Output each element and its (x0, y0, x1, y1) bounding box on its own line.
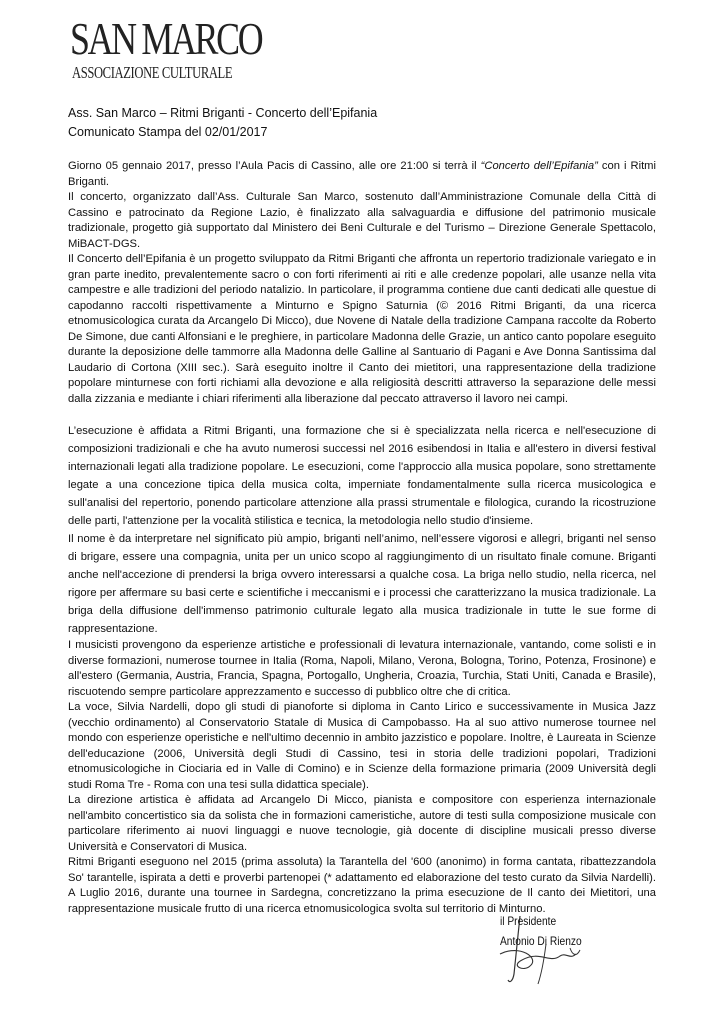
heading-title: Ass. San Marco – Ritmi Briganti - Concerto dell’Epifania (68, 106, 378, 120)
paragraph-4: L’esecuzione è affidata a Ritmi Briganti, una formazione che si è specializzata nella ricerca e nell'esecuzione di composizioni tradizionali e che ha avuto numerosi successi nel 2016 esibendosi in Italia e all'estero in diversi festival internazionali legati alla tradizione popolare. Le esecuzioni, come l'approccio alla musica popolare, sono strettamente legate a una concezione tipica della musica colta, imperniate fondamentalmente sulla ricerca musicologica e sull'analisi del repertorio, ponendo particolare attenzione alla prassi strumentale e filologica, curando la ricostruzione delle parti, l'attenzione per la vocalità stilistica e tecnica, la metodologia nello studio d'insieme. (68, 425, 656, 527)
signature-block (480, 914, 640, 994)
press-release-body (68, 159, 656, 917)
paragraph-1: Giorno 05 gennaio 2017, presso l’Aula Pacis di Cassino, alle ore 21:00 si terrà il “Concerto dell’Epifania” con i Ritmi Briganti. (68, 160, 656, 188)
paragraph-9: Ritmi Briganti eseguono nel 2015 (prima assoluta) la Tarantella del '600 (anonimo) in forma cantata, ribattezzandola So' tarantelle, ispirata a detti e proverbi partenopei (* adattamento ed elaborazione del testo curato da Silvia Nardelli). A Luglio 2016, durante una tournee in Sardegna, concretizzano la prima esecuzione de Il canto dei Mietitori, una rappresentazione musicale frutto di una ricerca etnomusicologica svolta sul territorio di Minturno. (68, 856, 656, 915)
heading-subtitle: Comunicato Stampa del 02/01/2017 (68, 125, 268, 139)
concert-title: “Concerto dell’Epifania” (480, 160, 598, 172)
logo-subtitle: ASSOCIAZIONE CULTURALE (72, 63, 233, 82)
paragraph-3: Il Concerto dell’Epifania è un progetto sviluppato da Ritmi Briganti che affronta un repertorio tradizionale variegato e in gran parte inedito, prevalentemente sacro o con forti riferimenti ai riti e alle credenze popolari, alle usanze nella vita campestre e alle tradizioni del periodo natalizio. In particolare, il programma contiene due canti dedicati alle questue di capodanno raccolti rispettivamente a Minturno e Spigno Saturnia (© 2016 Ritmi Briganti, da una ricerca etnomusicologica curata da Arcangelo Di Micco), due Novene di Natale della tradizione Campana raccolte da Roberto De Simone, due canti Alfonsiani e le preghiere, in particolare Madonna delle Grazie, un antico canto popolare eseguito durante la deposizione delle tammorre alla Madonna delle Galline al Santuario di Pagani e Ave Donna Santissima dal Laudario di Cortona (XIII sec.). Sarà eseguito inoltre il Canto dei mietitori, una rappresentazione della tradizione popolare minturnese con forti richiami alla devozione e alla religiosità descritti attraverso la separazione delle messi dalla zizzania e mediante i chiari riferimenti alla liberazione dal peccato attraverso il lavoro nei campi. (68, 253, 656, 405)
paragraph-5: Il nome è da interpretare nel significato più ampio, briganti nell’animo, nell’essere vigorosi e allegri, briganti nel senso di brigare, essere una compagnia, unita per un unico scopo al raggiungimento di un risultato finale comune. Briganti anche nell'accezione di prendersi la briga ovvero interessarsi a qualche cosa. La briga nello studio, nella ricerca, nel rigore per affermare su basi certe e scientifiche i meccanismi e i processi che caratterizzano la musica tradizionale. La briga della diffusione dell'immenso patrimonio culturale legato alla musica tradizionale in tutte le sue forme di rappresentazione. (68, 533, 656, 635)
paragraph-8: La direzione artistica è affidata ad Arcangelo Di Micco, pianista e compositore con esperienza internazionale nell'ambito concertistico sia da solista che in formazioni cameristiche, autore di testi sulla composizione musicale con particolare riferimento ai nuovi linguaggi e nuove tecnologie, già docente di discipline musicali presso diverse Università e Conservatori di Musica. (68, 794, 656, 853)
association-logo (70, 13, 262, 84)
signature-name: Antonio Di Rienzo (500, 934, 582, 948)
paragraph-gap (68, 407, 656, 422)
paragraph-6: I musicisti provengono da esperienze artistiche e professionali di levatura internazionale, vantando, come solisti e in diverse formazioni, numerose tournee in Italia (Roma, Napoli, Milano, Verona, Bologna, Torino, Potenza, Frosinone) e all'estero (Germania, Austria, Francia, Spagna, Portogallo, Ungheria, Croazia, Turchia, Stati Uniti, Canada e Brasile), riscuotendo sempre particolare apprezzamento e successo di pubblico oltre che di critica. (68, 639, 656, 698)
signature-title: il Presidente (500, 914, 557, 928)
logo-title: SAN MARCO (70, 13, 262, 64)
document-heading (68, 104, 658, 142)
paragraph-7: La voce, Silvia Nardelli, dopo gli studi di pianoforte si diploma in Canto Lirico e successivamente in Musica Jazz (vecchio ordinamento) al Conservatorio Statale di Musica di Campobasso. Ha al suo attivo numerose tournee nel mondo con esperienze operistiche e nell'ultimo decennio in ambito jazzistico e popolare. Inoltre, è Laureata in Scienze dell'educazione (2006, Università degli Studi di Cassino, tesi in storia delle tradizioni popolari, Tradizioni etnomusicologiche in Ciociaria ed in Valle di Comino) e in Scienze della formazione primaria (2009 Università degli studi Roma Tre - Roma con una tesi sulla didattica speciale). (68, 701, 656, 791)
paragraph-2: Il concerto, organizzato dall’Ass. Culturale San Marco, sostenuto dall’Amministrazione Comunale della Città di Cassino e patrocinato da Regione Lazio, è finalizzato alla salvaguardia e diffusione del patrimonio musicale tradizionale, progetto già supportato dal Ministero dei Beni Culturale e del Turismo – Direzione Generale Spettacolo, MiBACT-DGS. (68, 191, 656, 250)
